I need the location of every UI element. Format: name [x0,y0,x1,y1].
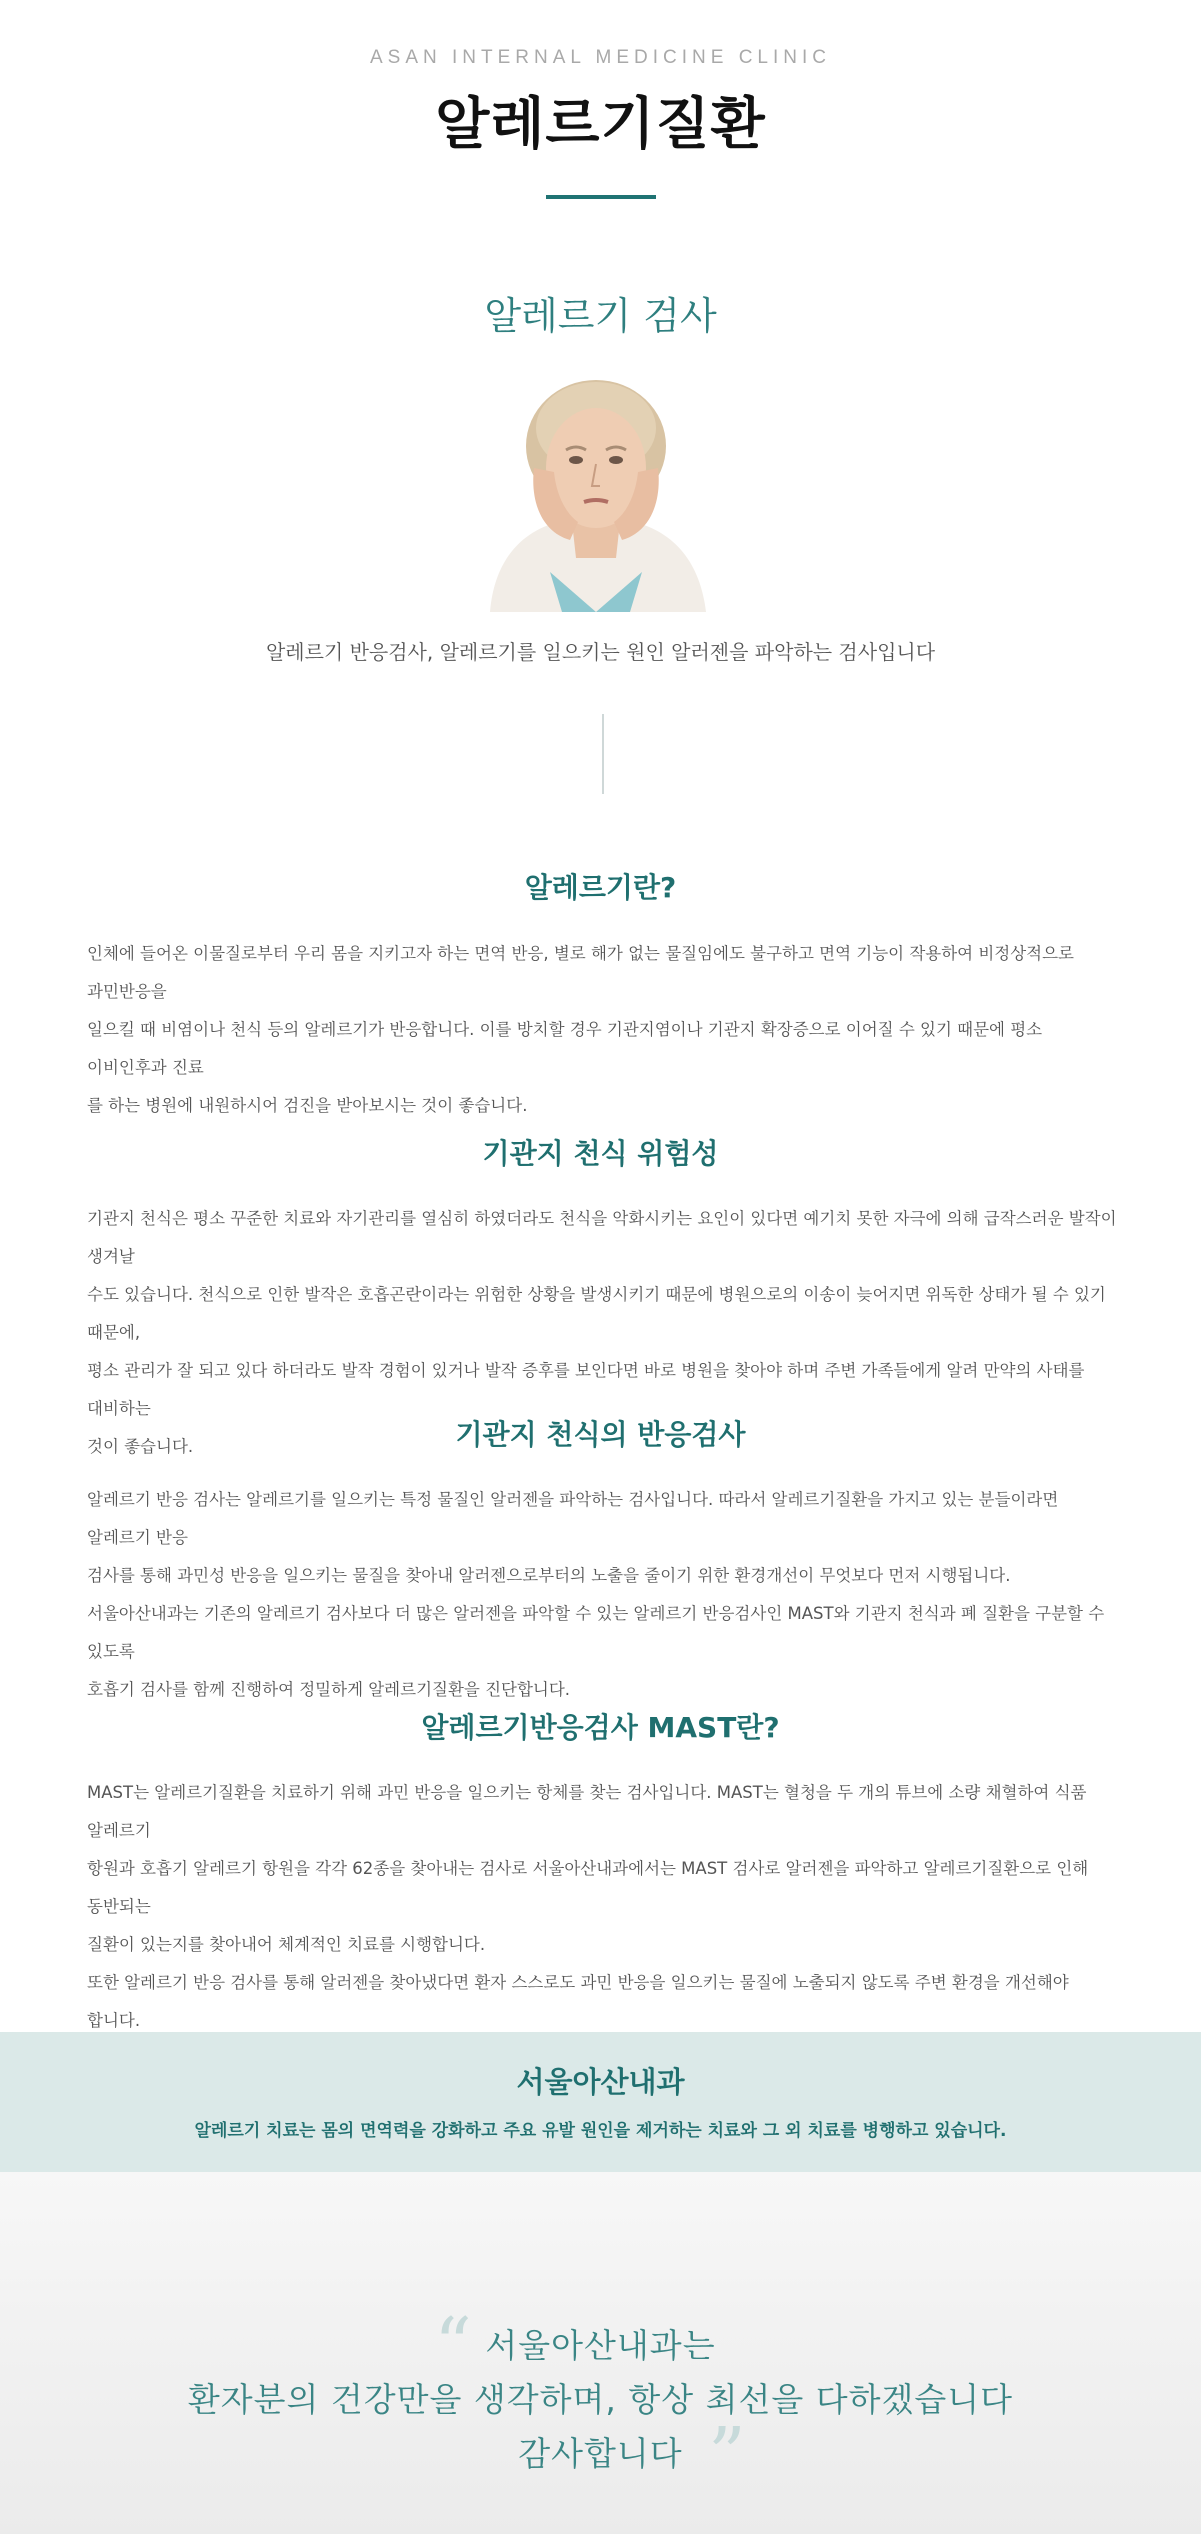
title-underline [546,195,656,199]
what-is-allergy-text [87,935,1117,1125]
clinic-band [0,2032,1201,2172]
text-line: 질환이 있는지를 찾아내어 체계적인 치료를 시행합니다. [87,1935,486,1954]
text-line: 검사를 통해 과민성 반응을 일으키는 물질을 찾아내 알러젠으로부터의 노출을 줄이기 위한 환경개선이 무엇보다 먼저 시행됩니다. [87,1566,1011,1585]
open-quote-icon: “ [434,2302,472,2388]
asthma-risk-heading: 기관지 천식 위험성 [482,1137,719,1170]
text-line: 기관지 천식은 평소 꾸준한 치료와 자기관리를 열심히 하였더라도 천식을 악화시키는 요인이 있다면 예기치 못한 자극에 의해 급작스러운 발작이 생겨날 [87,1209,1117,1266]
band-title: 서울아산내과 [516,2065,685,2099]
allergy-test-heading: 알레르기 검사 [484,294,717,338]
allergy-test-caption: 알레르기 반응검사, 알레르기를 일으키는 원인 알러젠을 파악하는 검사입니다 [265,640,936,664]
text-line: 평소 관리가 잘 되고 있다 하더라도 발작 경험이 있거나 발작 증후를 보인다면 바로 병원을 찾아야 하며 주변 가족들에게 알려 만약의 사태를 대비하는 [87,1361,1085,1418]
text-line: 인체에 들어온 이물질로부터 우리 몸을 지키고자 하는 면역 반응, 별로 해가 없는 물질임에도 불구하고 면역 기능이 작용하여 비정상적으로 과민반응을 [87,944,1074,1001]
text-line: 알레르기 반응 검사는 알레르기를 일으키는 특정 물질인 알러젠을 파악하는 검사입니다. 따라서 알레르기질환을 가지고 있는 분들이라면 알레르기 반응 [87,1490,1059,1547]
mast-heading: 알레르기반응검사 MAST란? [421,1711,780,1744]
band-text: 알레르기 치료는 몸의 면역력을 강화하고 주요 유발 원인을 제거하는 치료와 그 외 치료를 병행하고 있습니다. [194,2121,1007,2141]
closing-line: 서울아산내과는 [485,2326,716,2365]
patient-portrait-image [480,372,712,612]
what-is-allergy-heading: 알레르기란? [524,871,677,904]
asthma-reaction-test-text [87,1481,1117,1709]
text-line: 또한 알레르기 반응 검사를 통해 알러젠을 찾아냈다면 환자 스스로도 과민 반응을 일으키는 물질에 노출되지 않도록 주변 환경을 개선해야 합니다. [87,1973,1069,2030]
text-line: 서울아산내과는 기존의 알레르기 검사보다 더 많은 알러젠을 파악할 수 있는 알레르기 반응검사인 MAST와 기관지 천식과 폐 질환을 구분할 수 있도록 [87,1604,1105,1661]
text-line: 것이 좋습니다. [87,1437,194,1456]
page-title: 알레르기질환 [435,92,766,157]
close-quote-icon: ” [708,2412,746,2498]
text-line: 호흡기 검사를 함께 진행하여 정밀하게 알레르기질환을 진단합니다. [87,1680,571,1699]
text-line: 를 하는 병원에 내원하시어 검진을 받아보시는 것이 좋습니다. [87,1096,528,1115]
closing-line: 환자분의 건강만을 생각하며, 항상 최선을 다하겠습니다 [187,2380,1014,2419]
clinic-eyebrow: ASAN INTERNAL MEDICINE CLINIC [369,47,831,68]
text-line: 항원과 호흡기 알레르기 항원을 각각 62종을 찾아내는 검사로 서울아산내과에서는 MAST 검사로 알러젠을 파악하고 알레르기질환으로 인해 동반되는 [87,1859,1089,1916]
text-line: 수도 있습니다. 천식으로 인한 발작은 호흡곤란이라는 위험한 상황을 발생시키기 때문에 병원으로의 이송이 늦어지면 위독한 상태가 될 수 있기 때문에, [87,1285,1106,1342]
section-divider-line [602,714,604,794]
text-line: MAST는 알레르기질환을 치료하기 위해 과민 반응을 일으키는 항체를 찾는 검사입니다. MAST는 혈청을 두 개의 튜브에 소량 채혈하여 식품 알레르기 [87,1783,1087,1840]
closing-line: 감사합니다 [518,2434,683,2473]
text-line: 일으킬 때 비염이나 천식 등의 알레르기가 반응합니다. 이를 방치할 경우 기관지염이나 기관지 확장증으로 이어질 수 있기 때문에 평소 이비인후과 진료 [87,1020,1043,1077]
asthma-reaction-test-heading: 기관지 천식의 반응검사 [455,1418,746,1451]
closing-message [0,2172,1201,2534]
